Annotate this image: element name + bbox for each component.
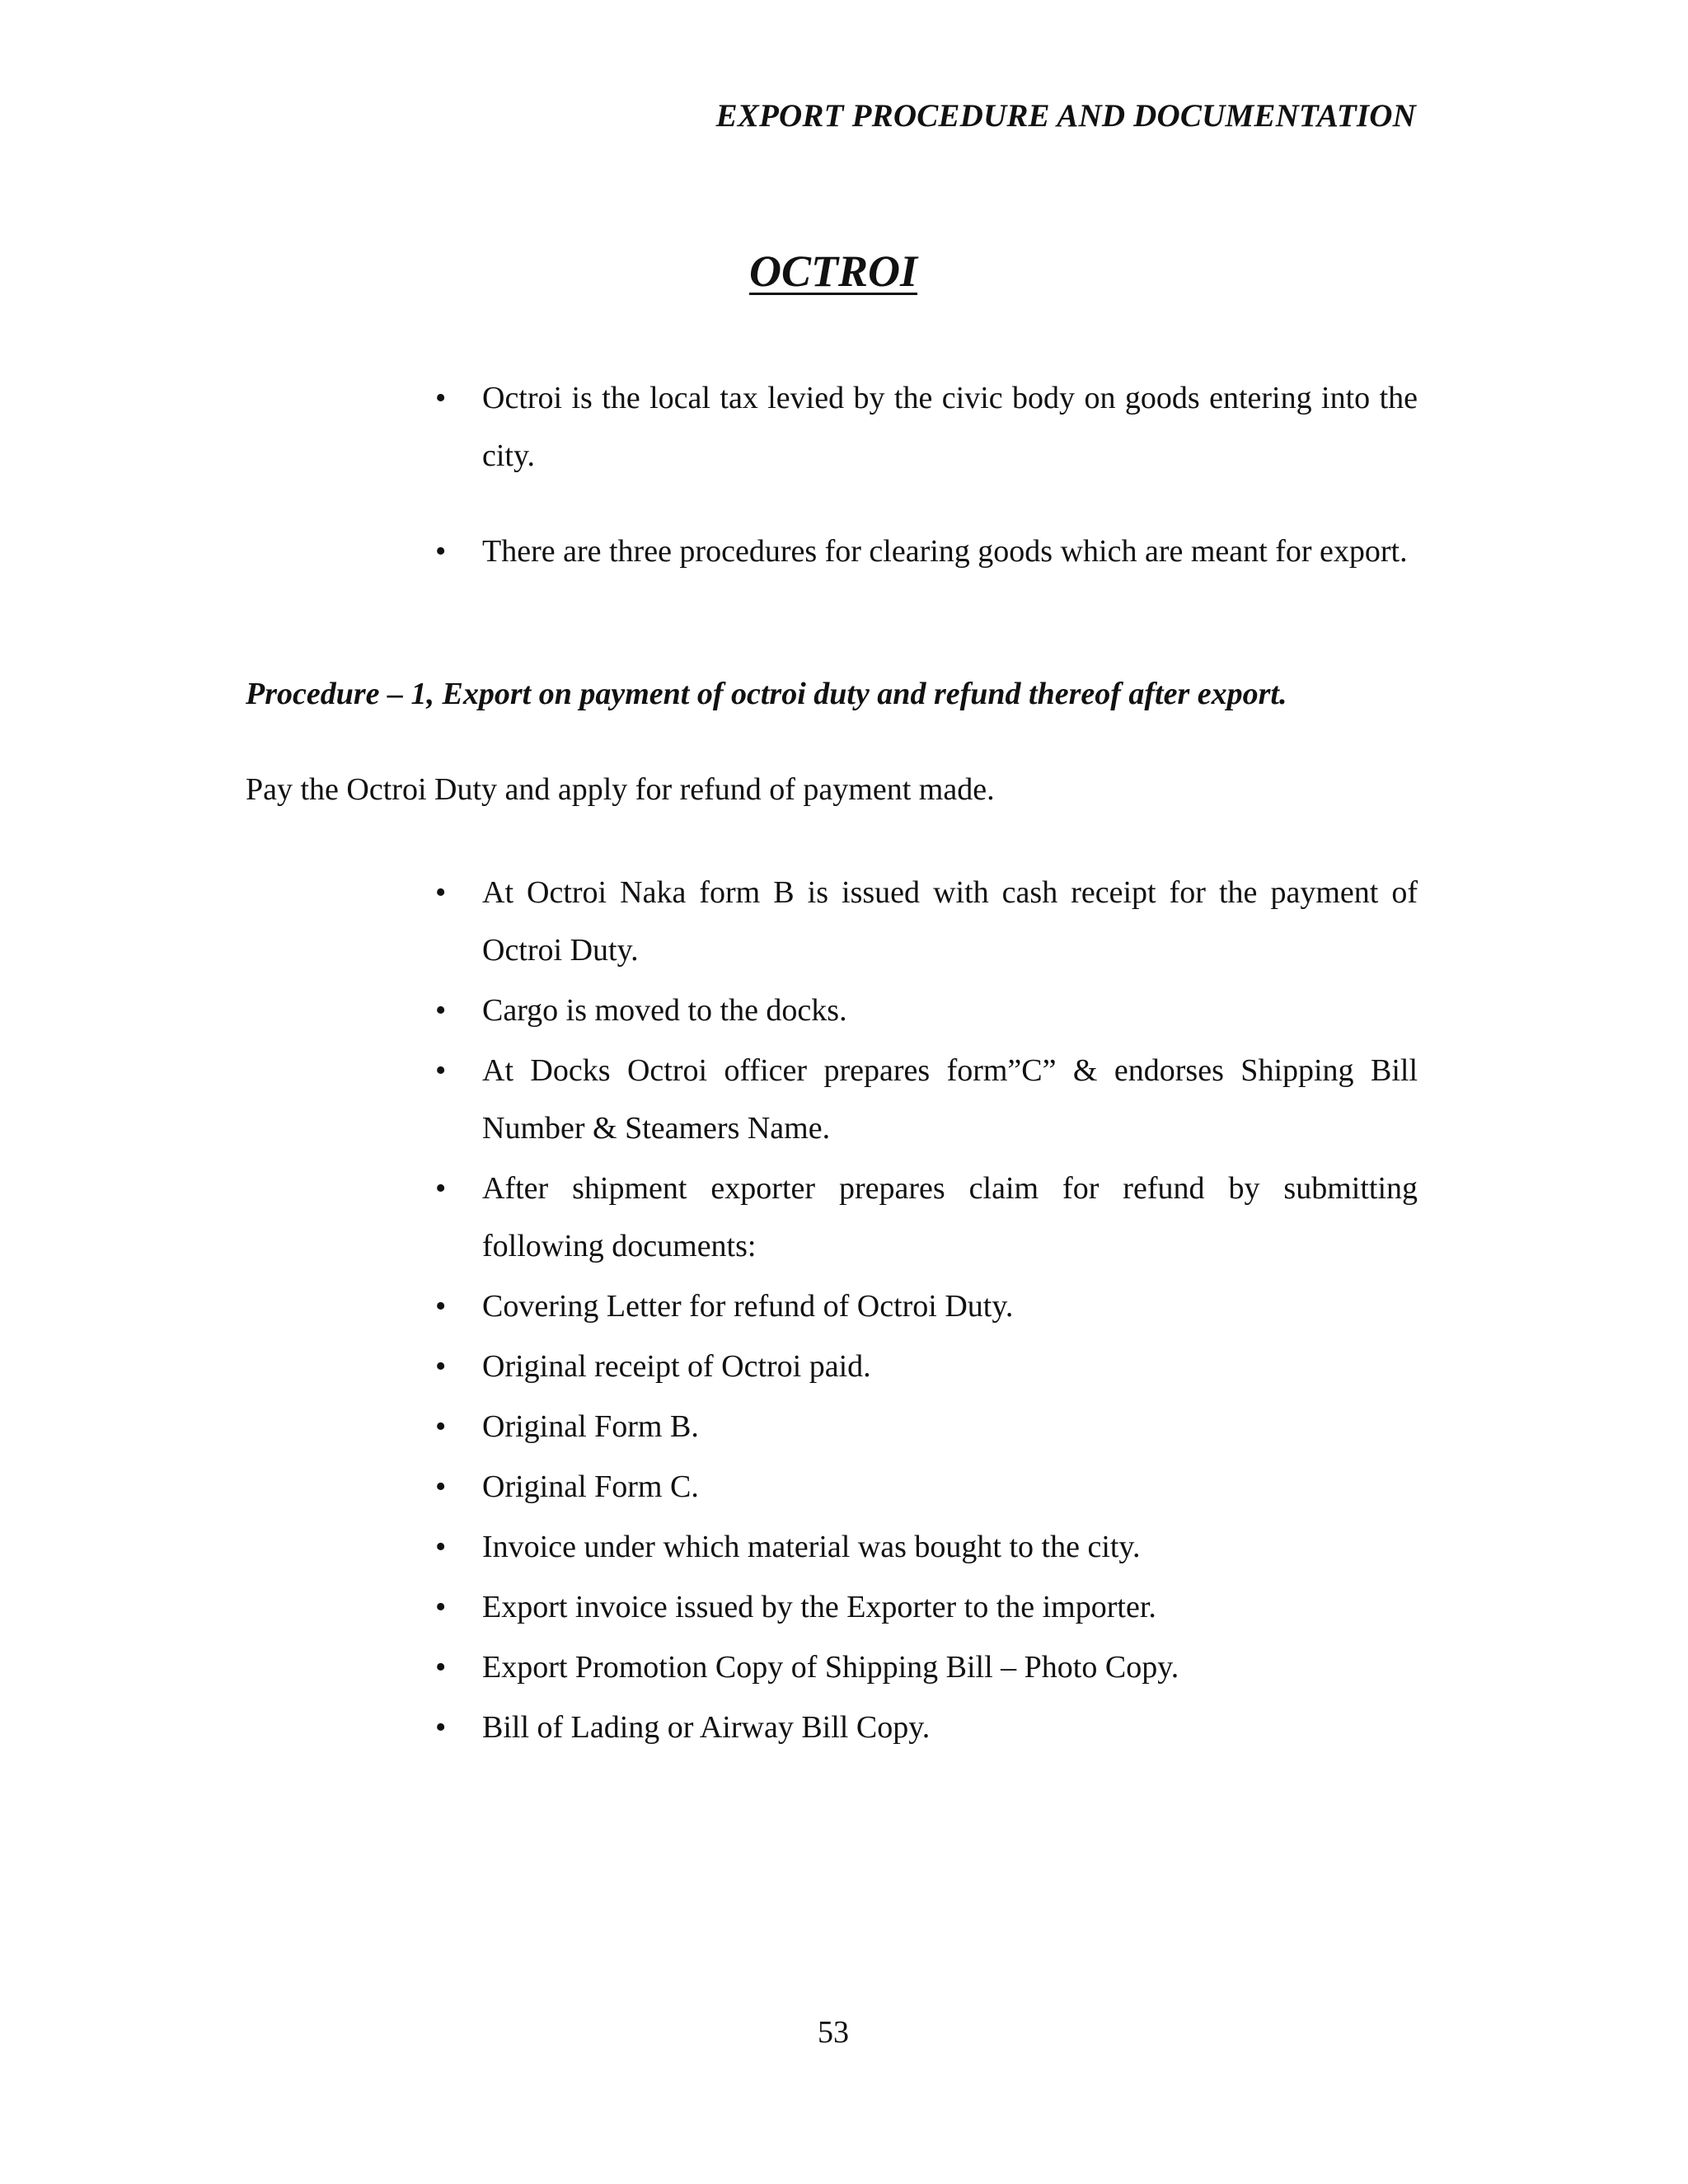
list-item [429,1338,1418,1395]
list-item [429,523,1418,580]
bullet-icon: • [435,875,447,910]
list-item [429,1458,1418,1516]
list-item-text: At Docks Octroi officer prepares form”C” & endorses Shipping Bill Number & Steamers Name. [482,1053,1418,1146]
list-item-text: Covering Letter for refund of Octroi Duty. [482,1289,1014,1324]
list-item [429,1160,1418,1275]
bullet-icon: • [435,1710,447,1745]
list-item [429,1638,1418,1696]
bullet-icon: • [435,1530,447,1564]
list-item [429,864,1418,979]
intro-bullet-list [429,369,1418,618]
list-item-text: Invoice under which material was bought to the city. [482,1530,1141,1564]
list-item [429,1699,1418,1756]
bullet-icon: • [435,1409,447,1444]
list-item-text: Export Promotion Copy of Shipping Bill – Photo Copy. [482,1650,1179,1685]
list-item-text: Original Form C. [482,1469,699,1504]
bullet-icon: • [435,1053,447,1088]
bullet-icon: • [435,1171,447,1206]
list-item [429,982,1418,1039]
list-item-text: At Octroi Naka form B is issued with cash receipt for the payment of Octroi Duty. [482,875,1418,968]
procedure-heading: Procedure – 1, Export on payment of octroi duty and refund thereof after export. [246,677,1287,711]
procedure-bullet-list [429,864,1418,1759]
bullet-icon: • [435,381,447,415]
list-item [429,1277,1418,1335]
list-item [429,1398,1418,1455]
list-item-text: There are three procedures for clearing goods which are meant for export. [482,534,1408,569]
running-header: EXPORT PROCEDURE AND DOCUMENTATION [715,98,1416,134]
bullet-icon: • [435,1590,447,1624]
list-item-text: Bill of Lading or Airway Bill Copy. [482,1710,931,1745]
bullet-icon: • [435,1289,447,1324]
list-item-text: Original Form B. [482,1409,699,1444]
list-item-text: Export invoice issued by the Exporter to the importer. [482,1590,1156,1624]
page-number: 53 [818,2015,849,2050]
page-title: OCTROI [748,246,918,296]
bullet-icon: • [435,993,447,1028]
bullet-icon: • [435,1650,447,1685]
bullet-icon: • [435,534,447,569]
list-item-text: Octroi is the local tax levied by the civic body on goods entering into the city. [482,381,1418,473]
list-item [429,1578,1418,1636]
list-item [429,369,1418,485]
list-item [429,1042,1418,1157]
list-item [429,1518,1418,1576]
procedure-note: Pay the Octroi Duty and apply for refund of payment made. [246,772,995,807]
list-item-text: Original receipt of Octroi paid. [482,1349,871,1384]
bullet-icon: • [435,1349,447,1384]
list-item-text: Cargo is moved to the docks. [482,993,847,1028]
list-item-text: After shipment exporter prepares claim for refund by submitting following documents: [482,1171,1418,1263]
bullet-icon: • [435,1469,447,1504]
